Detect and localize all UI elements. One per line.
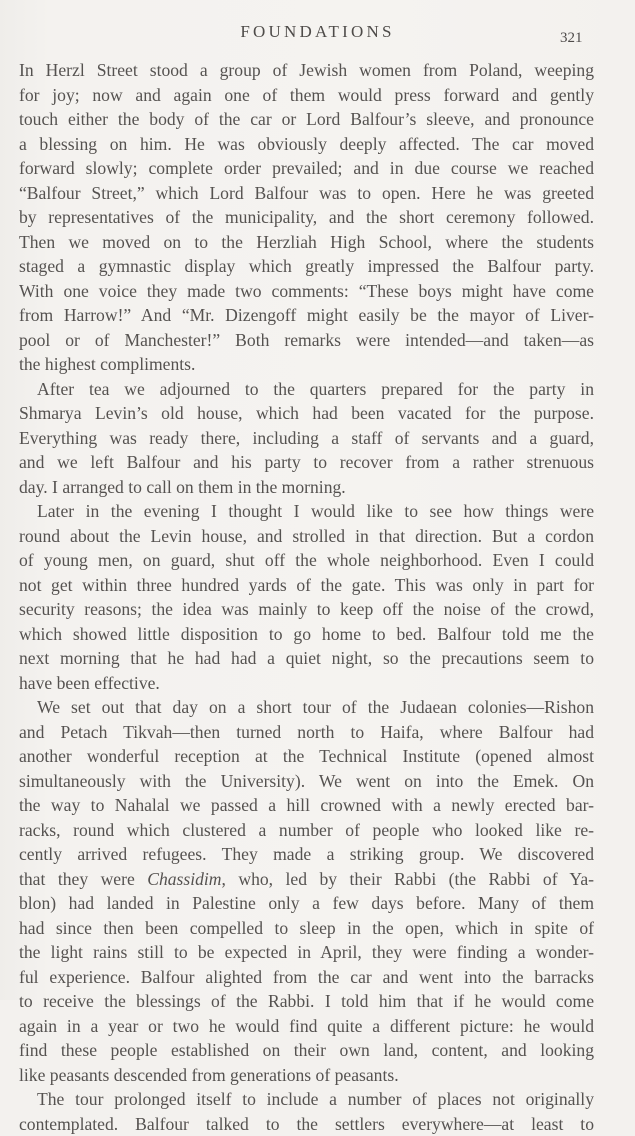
text-line: find these people established on their own land, content, and looking [19,1038,594,1063]
text-line: and we left Balfour and his party to recover from a rather strenuous [19,450,594,475]
text-line: which showed little disposition to go home to bed. Balfour told me the [19,622,594,647]
text-line: Everything was ready there, including a staff of servants and a guard, [19,426,594,451]
page-number: 321 [560,30,583,47]
paragraph [19,377,594,500]
text-line: day. I arranged to call on them in the morning. [19,475,594,500]
text-line: not get within three hundred yards of the gate. This was only in part for [19,573,594,598]
text-line: staged a gymnastic display which greatly impressed the Balfour party. [19,254,594,279]
text-line: that they were Chassidim, who, led by their Rabbi (the Rabbi of Ya- [19,867,594,892]
text-line: Later in the evening I thought I would like to see how things were [19,499,594,524]
text-line: Shmarya Levin’s old house, which had been vacated for the purpose. [19,401,594,426]
text-line: With one voice they made two comments: “These boys might have come [19,279,594,304]
text-line: round about the Levin house, and strolled in that direction. But a cordon [19,524,594,549]
text-line: Then we moved on to the Herzliah High School, where the students [19,230,594,255]
text-line: had since then been compelled to sleep in the open, which in spite of [19,916,594,941]
text-line: We set out that day on a short tour of the Judaean colonies—Rishon [19,695,594,720]
text-line: of young men, on guard, shut off the whole neighborhood. Even I could [19,548,594,573]
italic-term: Chassidim [147,869,221,889]
text-line: contemplated. Balfour talked to the settlers everywhere—at least to [19,1112,594,1136]
text-line: another wonderful reception at the Technical Institute (opened almost [19,744,594,769]
text-line: forward slowly; complete order prevailed; and in due course we reached [19,156,594,181]
text-line: again in a year or two he would find quite a different picture: he would [19,1014,594,1039]
text-line: touch either the body of the car or Lord Balfour’s sleeve, and pronounce [19,107,594,132]
text-line: for joy; now and again one of them would press forward and gently [19,83,594,108]
text-line: security reasons; the idea was mainly to keep off the noise of the crowd, [19,597,594,622]
text-line: and Petach Tikvah—then turned north to Haifa, where Balfour had [19,720,594,745]
paragraph [19,695,594,1087]
text-line: like peasants descended from generations of peasants. [19,1063,594,1088]
text-line: have been effective. [19,671,594,696]
text-line: to receive the blessings of the Rabbi. I told him that if he would come [19,989,594,1014]
text-line: by representatives of the municipality, and the short ceremony followed. [19,205,594,230]
text-line: from Harrow!” And “Mr. Dizengoff might easily be the mayor of Liver- [19,303,594,328]
text-line: a blessing on him. He was obviously deeply affected. The car moved [19,132,594,157]
text-line: the way to Nahalal we passed a hill crowned with a newly erected bar- [19,793,594,818]
text-line: next morning that he had had a quiet night, so the precautions seem to [19,646,594,671]
paragraph [19,1087,594,1136]
paragraph [19,499,594,695]
text-line: the highest compliments. [19,352,594,377]
text-line: racks, round which clustered a number of people who looked like re- [19,818,594,843]
text-line: the light rains still to be expected in April, they were finding a wonder- [19,940,594,965]
text-line: “Balfour Street,” which Lord Balfour was to open. Here he was greeted [19,181,594,206]
text-line: pool or of Manchester!” Both remarks were intended—and taken—as [19,328,594,353]
body-text [19,58,594,1136]
text-line: ful experience. Balfour alighted from the car and went into the barracks [19,965,594,990]
running-head-title: FOUNDATIONS [0,22,635,42]
text-line: After tea we adjourned to the quarters prepared for the party in [19,377,594,402]
text-line: simultaneously with the University). We went on into the Emek. On [19,769,594,794]
text-line: blon) had landed in Palestine only a few days before. Many of them [19,891,594,916]
text-line: The tour prolonged itself to include a number of places not originally [19,1087,594,1112]
text-line: In Herzl Street stood a group of Jewish women from Poland, weeping [19,58,594,83]
text-line: cently arrived refugees. They made a striking group. We discovered [19,842,594,867]
paragraph [19,58,594,377]
